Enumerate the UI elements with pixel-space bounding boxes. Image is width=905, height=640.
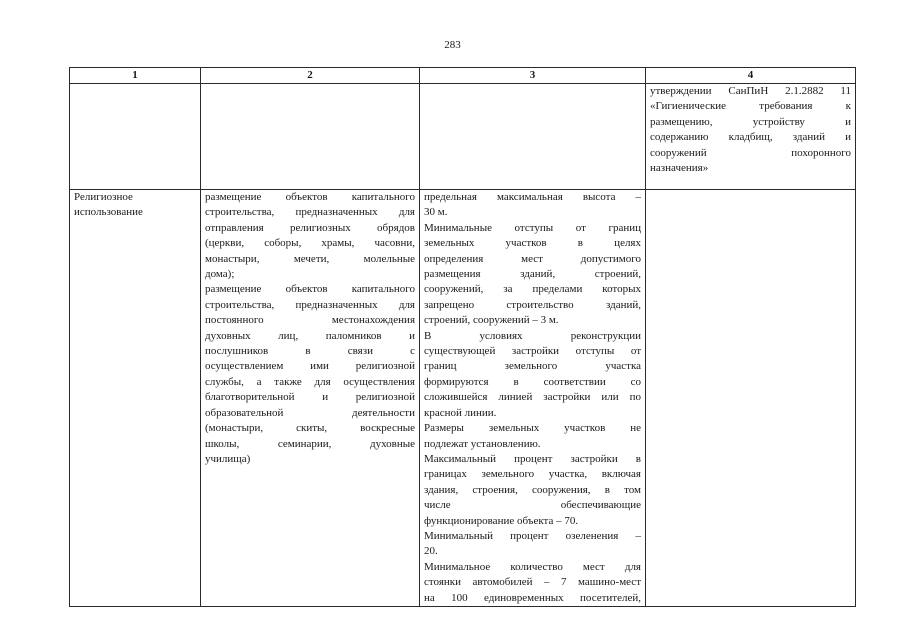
text-line: духовных лиц, паломников и [205, 329, 415, 342]
text-line: размещение объектов капитального [205, 283, 415, 296]
text-line: земельных участков в целях [424, 237, 641, 250]
text-line: 30 м. [424, 206, 448, 219]
text-line: строительства, предназначенных для [205, 298, 415, 311]
text-line: дома); [205, 268, 235, 281]
text-line: Максимальный процент застройки в [424, 452, 641, 465]
text-line: размещения зданий, строений, [424, 268, 641, 281]
column-header-3: 3 [420, 68, 646, 84]
column-header-1: 1 [70, 68, 201, 84]
text-line: сложившейся линией застройки или по [424, 391, 641, 404]
text-line: назначения» [650, 162, 709, 175]
text-line: Минимальный процент озеленения – [424, 529, 641, 542]
text-line: В условиях реконструкции [424, 329, 641, 342]
text-line: на 100 единовременных посетителей, [424, 591, 641, 604]
cell-continuation-col1 [70, 84, 201, 190]
text-line: содержанию кладбищ, зданий и [650, 131, 851, 144]
text-line: школы, семинарии, духовные [205, 437, 415, 450]
text-line: границах земельного участка, включая [424, 468, 641, 481]
text-line: благотворительной и религиозной [205, 391, 415, 404]
text-line: сооружений, за пределами которых [424, 283, 641, 296]
text-line: монастыри, мечети, молельные [205, 252, 415, 265]
text-line: Минимальные отступы от границ [424, 221, 641, 234]
cell-continuation-col2 [201, 84, 420, 190]
text-line: утверждении СанПиН 2.1.2882 11 [650, 85, 851, 97]
text-line: предельная максимальная высота – [424, 191, 641, 203]
cell-restrictions [646, 190, 856, 607]
text-line: Минимальное количество мест для [424, 560, 641, 573]
text-line: подлежат установлению. [424, 437, 541, 450]
text-line: отправления религиозных обрядов [205, 221, 415, 234]
text-line: (церкви, соборы, храмы, часовни, [205, 237, 415, 250]
text-line: функционирование объекта – 70. [424, 514, 579, 527]
text-line: формируются в соответствии со [424, 375, 641, 388]
text-line: числе обеспечивающие [424, 499, 641, 512]
text-line: Размеры земельных участков не [424, 422, 641, 435]
text-line: размещению, устройству и [650, 115, 851, 128]
text-line: (монастыри, скиты, воскресные [205, 422, 415, 435]
text-line: послушников в связи с [205, 345, 415, 358]
text-line: здания, строения, сооружения, в том [424, 483, 641, 496]
table-row-continuation [70, 84, 856, 190]
cell-continuation-col4 [646, 84, 856, 190]
cell-continuation-col3 [420, 84, 646, 190]
text-line: постоянного местонахождения [205, 314, 415, 327]
column-header-4: 4 [646, 68, 856, 84]
text-line: границ земельного участка [424, 360, 641, 373]
text-line: строительства, предназначенных для [205, 206, 415, 219]
table-row-religious-use [70, 190, 856, 607]
cell-use-description [201, 190, 420, 607]
text-line: красной линии. [424, 406, 497, 419]
text-line: запрещено строительство зданий, [424, 298, 641, 311]
text-line: строений, сооружений – 3 м. [424, 314, 559, 327]
zoning-table [69, 67, 856, 607]
text-line: существующей застройки отступы от [424, 345, 641, 358]
column-header-2: 2 [201, 68, 420, 84]
text-line: сооружений похоронного [650, 146, 851, 159]
text-line: Религиозное [74, 191, 133, 203]
text-line: 20. [424, 545, 438, 558]
cell-permitted-use-name [70, 190, 201, 607]
text-line: образовательной деятельности [205, 406, 415, 419]
text-line: осуществлением ими религиозной [205, 360, 415, 373]
text-line: «Гигиенические требования к [650, 100, 851, 113]
text-line: училища) [205, 452, 251, 465]
page-number: 283 [444, 39, 461, 51]
cell-parameters [420, 190, 646, 607]
table-header-row [70, 68, 856, 84]
text-line: службы, а также для осуществления [205, 375, 415, 388]
text-line: определения мест допустимого [424, 252, 641, 265]
text-line: размещение объектов капитального [205, 191, 415, 203]
text-line: стоянки автомобилей – 7 машино-мест [424, 576, 641, 589]
text-line: использование [74, 206, 143, 219]
